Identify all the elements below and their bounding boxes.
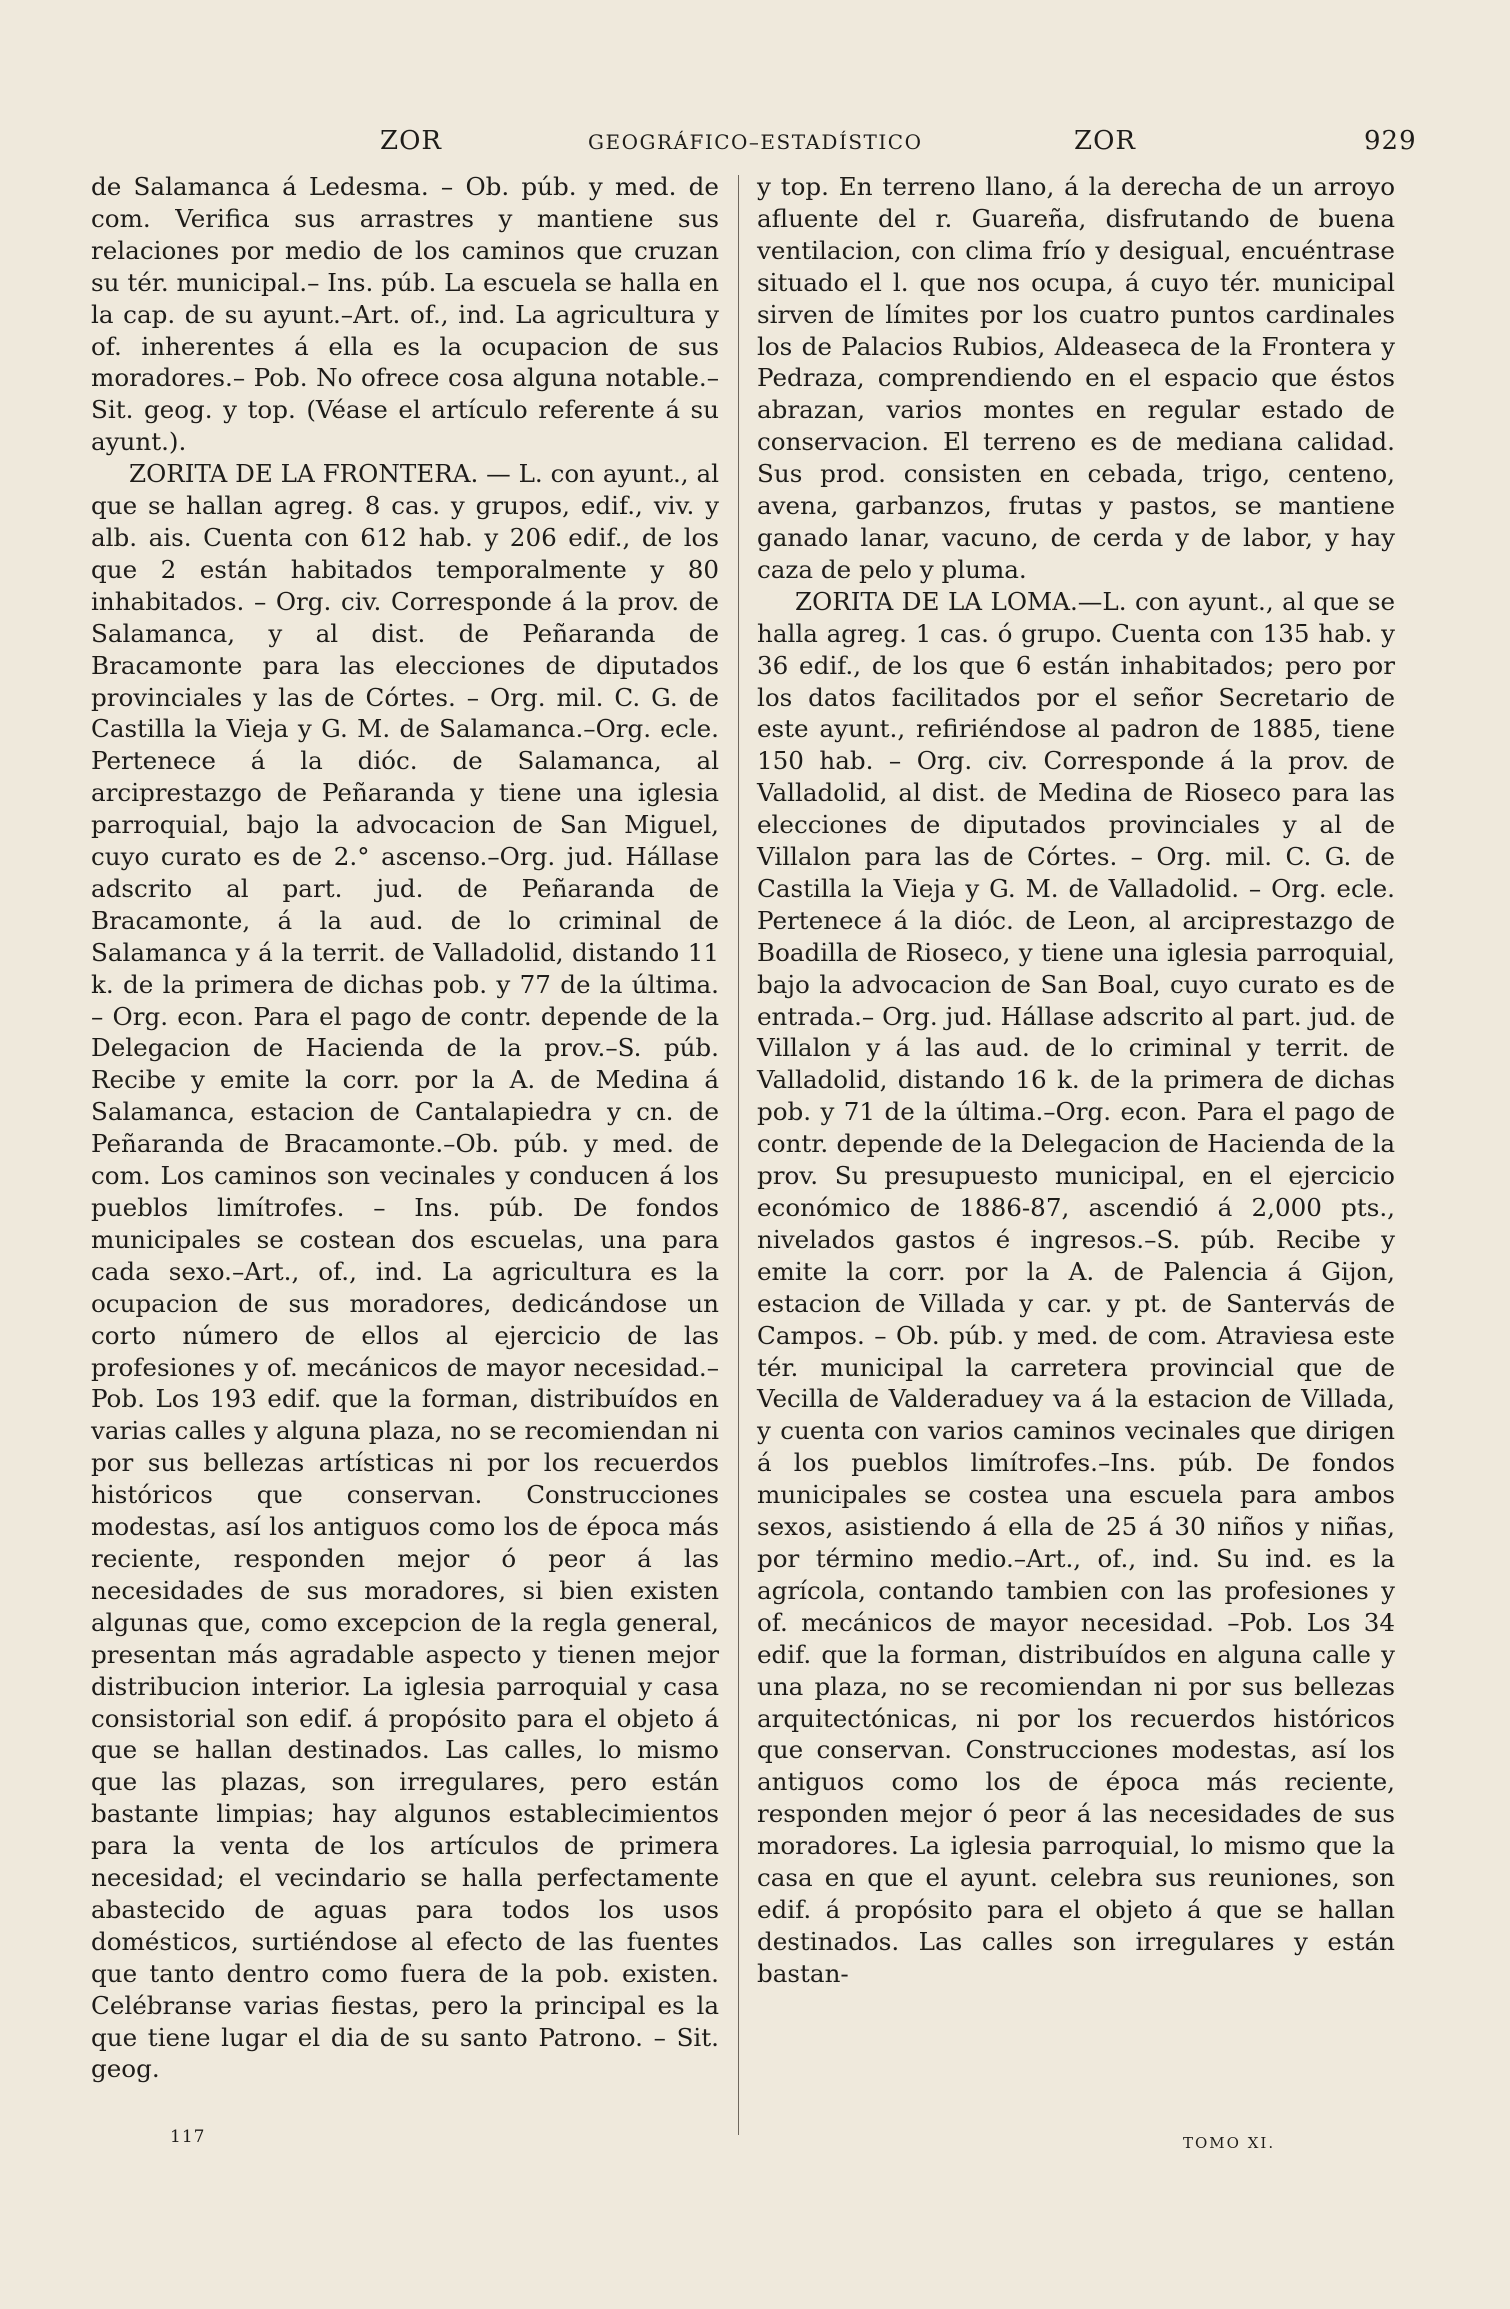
page-number: 929 (1364, 126, 1417, 156)
volume-label: TOMO XI. (1183, 2134, 1276, 2152)
left-column (91, 171, 719, 2085)
left-paragraph-1: de Salamanca á Ledesma. – Ob. púb. y med. de com. Verifica sus arrastres y mantiene sus relaciones por medio de los caminos que cruzan su tér. municipal.– Ins. púb. La escuela se halla en la cap. de su ayunt.–Art. of., ind. La agricultura y of. inherentes á ella es la ocupacion de sus moradores.– Pob. No ofrece cosa alguna notable.–Sit. geog. y top. (Véase el artículo referente á su ayunt.). (91, 172, 719, 457)
right-paragraph-1: y top. En terreno llano, á la derecha de un arroyo afluente del r. Guareña, disfrutando de buena ventilacion, con clima frío y desigual, encuéntrase situado el l. que nos ocupa, á cuyo tér. municipal sirven de límites por los cuatro puntos cardinales los de Palacios Rubios, Aldeaseca de la Frontera y Pedraza, comprendiendo en el espacio que éstos abrazan, varios montes en regular estado de conservacion. El terreno es de mediana calidad. Sus prod. consisten en cebada, trigo, centeno, avena, garbanzos, frutas y pastos, se mantiene ganado lanar, vacuno, de cerda y de labor, y hay caza de pelo y pluma. (757, 172, 1395, 584)
printer-signature: 117 (170, 2127, 206, 2147)
header-left-word: ZOR (380, 126, 442, 156)
right-column (757, 171, 1395, 1990)
entry-zorita-de-la-loma: ZORITA DE LA LOMA.—L. con ayunt., al que se halla agreg. 1 cas. ó grupo. Cuenta con 135 hab. y 36 edif., de los que 6 están inhabitados; pero por los datos facilitados por el señor Secretario de este ayunt., refiriéndose al padron de 1885, tiene 150 hab. – Org. civ. Corresponde á la prov. de Valladolid, al dist. de Medina de Rioseco para las elecciones de diputados provinciales y al de Villalon para las de Córtes. – Org. mil. C. G. de Castilla la Vieja y G. M. de Valladolid. – Org. ecle. Pertenece á la dióc. de Leon, al arciprestazgo de Boadilla de Rioseco, y tiene una iglesia parroquial, bajo la advocacion de San Boal, cuyo curato es de entrada.– Org. jud. Hállase adscrito al part. jud. de Villalon y á las aud. de lo criminal y territ. de Valladolid, distando 16 k. de la primera de dichas pob. y 71 de la última.–Org. econ. Para el pago de contr. depende de la Delegacion de Hacienda de la prov. Su presupuesto municipal, en el ejercicio económico de 1886-87, ascendió á 2,000 pts., nivelados gastos é ingresos.–S. púb. Recibe y emite la corr. por la A. de Palencia á Gijon, estacion de Villada y car. y pt. de Santervás de Campos. – Ob. púb. y med. de com. Atraviesa este tér. municipal la carretera provincial que de Vecilla de Valderaduey va á la estacion de Villada, y cuenta con varios caminos vecinales que dirigen á los pueblos limítrofes.–Ins. púb. De fondos municipales se costea una escuela para ambos sexos, asistiendo á ella de 25 á 30 niños y niñas, por término medio.–Art., of., ind. Su ind. es la agrícola, contando tambien con las profesiones y of. mecánicos de mayor necesidad. –Pob. Los 34 edif. que la forman, distribuídos en alguna calle y una plaza, no se recomiendan ni por sus bellezas arquitectónicas, ni por los recuerdos históricos que conservan. Construcciones modestas, así los antiguos como los de época más reciente, responden mejor ó peor á las necesidades de sus moradores. La iglesia parroquial, lo mismo que la casa en que el ayunt. celebra sus reuniones, son edif. á propósito para el objeto á que se hallan destinados. Las calles son irregulares y están bastan- (757, 586, 1395, 1988)
running-header (88, 126, 1417, 166)
column-divider (738, 175, 739, 2135)
header-center-title: GEOGRÁFICO–ESTADÍSTICO (588, 130, 923, 154)
entry-zorita-de-la-frontera: ZORITA DE LA FRONTERA. — L. con ayunt., al que se hallan agreg. 8 cas. y grupos, edif., viv. y alb. ais. Cuenta con 612 hab. y 206 edif., de los que 2 están habitados temporalmente y 80 inhabitados. – Org. civ. Corresponde á la prov. de Salamanca, y al dist. de Peñaranda de Bracamonte para las elecciones de diputados provinciales y las de Córtes. – Org. mil. C. G. de Castilla la Vieja y G. M. de Salamanca.–Org. ecle. Pertenece á la dióc. de Salamanca, al arciprestazgo de Peñaranda y tiene una iglesia parroquial, bajo la advocacion de San Miguel, cuyo curato es de 2.° ascenso.–Org. jud. Hállase adscrito al part. jud. de Peñaranda de Bracamonte, á la aud. de lo criminal de Salamanca y á la territ. de Valladolid, distando 11 k. de la primera de dichas pob. y 77 de la última. – Org. econ. Para el pago de contr. depende de la Delegacion de Hacienda de la prov.–S. púb. Recibe y emite la corr. por la A. de Medina á Salamanca, estacion de Cantalapiedra y cn. de Peñaranda de Bracamonte.–Ob. púb. y med. de com. Los caminos son vecinales y conducen á los pueblos limítrofes. – Ins. púb. De fondos municipales se costean dos escuelas, una para cada sexo.–Art., of., ind. La agricultura es la ocupacion de sus moradores, dedicándose un corto número de ellos al ejercicio de las profesiones y of. mecánicos de mayor necesidad.– Pob. Los 193 edif. que la forman, distribuídos en varias calles y alguna plaza, no se recomiendan ni por sus bellezas artísticas ni por los recuerdos históricos que conservan. Construcciones modestas, así los antiguos como los de época más reciente, responden mejor ó peor á las necesidades de sus moradores, si bien existen algunas que, como excepcion de la regla general, presentan más agradable aspecto y tienen mejor distribucion interior. La iglesia parroquial y casa consistorial son edif. á propósito para el objeto á que se hallan destinados. Las calles, lo mismo que las plazas, son irregulares, pero están bastante limpias; hay algunos establecimientos para la venta de los artículos de primera necesidad; el vecindario se halla perfectamente abastecido de aguas para todos los usos domésticos, surtiéndose al efecto de las fuentes que tanto dentro como fuera de la pob. existen. Celébranse varias fiestas, pero la principal es la que tiene lugar el dia de su santo Patrono. – Sit. geog. (91, 459, 719, 2084)
header-right-word: ZOR (1074, 126, 1136, 156)
